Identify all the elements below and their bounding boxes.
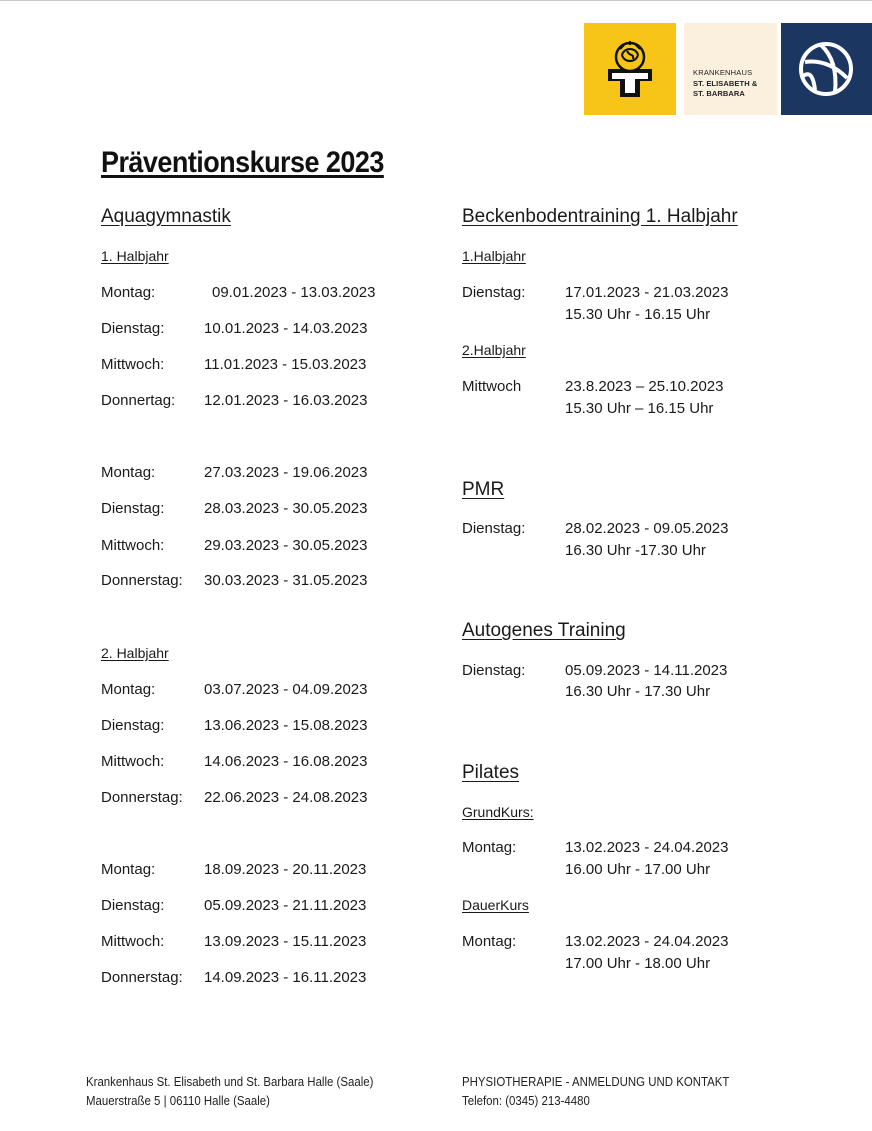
- aqua-day: Mittwoch:: [101, 753, 165, 770]
- aqua-day: Mittwoch:: [101, 537, 165, 554]
- aqua-halbjahr-2-heading: 2. Halbjahr: [101, 645, 169, 661]
- aquagymnastik-heading: Aquagymnastik: [101, 206, 231, 227]
- logo-line-1: KRANKENHAUS: [693, 68, 753, 77]
- pilates-day: Montag:: [462, 839, 517, 856]
- beckenboden-heading: Beckenbodentraining 1. Halbjahr: [462, 206, 738, 227]
- aqua-dates: 12.01.2023 - 16.03.2023: [204, 392, 368, 409]
- becken-day: Dienstag:: [462, 284, 526, 301]
- aqua-dates: 13.09.2023 - 15.11.2023: [204, 933, 367, 950]
- aqua-day: Dienstag:: [101, 320, 165, 337]
- footer-street: Mauerstraße 5 | 06110 Halle (Saale): [86, 1093, 270, 1108]
- aqua-dates: 11.01.2023 - 15.03.2023: [204, 356, 367, 373]
- logo-line-2: ST. ELISABETH &: [693, 79, 758, 88]
- pmr-day: Dienstag:: [462, 520, 526, 537]
- becken-time: 15.30 Uhr – 16.15 Uhr: [565, 400, 714, 417]
- aqua-day: Mittwoch:: [101, 356, 165, 373]
- pmr-heading: PMR: [462, 479, 505, 500]
- aqua-day: Montag:: [101, 861, 156, 878]
- aqua-day: Donnerstag:: [101, 969, 183, 986]
- aqua-halbjahr-1-heading: 1. Halbjahr: [101, 248, 169, 264]
- hospital-logo-yellow: [584, 23, 676, 115]
- footer-phone: Telefon: (0345) 213-4480: [462, 1093, 590, 1108]
- ball-icon: [797, 40, 855, 98]
- aqua-dates: 27.03.2023 - 19.06.2023: [204, 464, 368, 481]
- pmr-time: 16.30 Uhr -17.30 Uhr: [565, 542, 706, 559]
- pilates-time: 17.00 Uhr - 18.00 Uhr: [565, 955, 711, 972]
- aqua-dates: 14.06.2023 - 16.08.2023: [204, 753, 368, 770]
- footer-address: [86, 1072, 373, 1110]
- autogen-time: 16.30 Uhr - 17.30 Uhr: [565, 683, 711, 700]
- logo-line-3: ST. BARBARA: [693, 89, 745, 98]
- footer-department: PHYSIOTHERAPIE - ANMELDUNG UND KONTAKT: [462, 1074, 730, 1089]
- becken-dates: 23.8.2023 – 25.10.2023: [565, 378, 724, 395]
- aqua-dates: 13.06.2023 - 15.08.2023: [204, 717, 368, 734]
- becken-day: Mittwoch: [462, 378, 522, 395]
- aqua-dates: 10.01.2023 - 14.03.2023: [204, 320, 368, 337]
- rose-cross-icon: [600, 37, 660, 101]
- autogen-dates: 05.09.2023 - 14.11.2023: [565, 662, 728, 679]
- autogenes-training-heading: Autogenes Training: [462, 620, 626, 641]
- aqua-dates: 05.09.2023 - 21.11.2023: [204, 897, 367, 914]
- becken-dates: 17.01.2023 - 21.03.2023: [565, 284, 729, 301]
- becken-time: 15.30 Uhr - 16.15 Uhr: [565, 306, 711, 323]
- becken-halbjahr-1-heading: 1.Halbjahr: [462, 248, 526, 264]
- pilates-grundkurs-heading: GrundKurs:: [462, 804, 534, 820]
- aqua-dates: 18.09.2023 - 20.11.2023: [204, 861, 367, 878]
- aqua-day: Dienstag:: [101, 500, 165, 517]
- aqua-day: Montag:: [101, 681, 156, 698]
- aqua-day: Donnertag:: [101, 392, 176, 409]
- top-border: [0, 0, 872, 1]
- pilates-day: Montag:: [462, 933, 517, 950]
- aqua-dates: 28.03.2023 - 30.05.2023: [204, 500, 368, 517]
- aqua-day: Donnerstag:: [101, 789, 183, 806]
- pilates-dates: 13.02.2023 - 24.04.2023: [565, 933, 729, 950]
- aqua-dates: 09.01.2023 - 13.03.2023: [212, 284, 376, 301]
- autogen-day: Dienstag:: [462, 662, 526, 679]
- aqua-dates: 14.09.2023 - 16.11.2023: [204, 969, 367, 986]
- aqua-day: Donnerstag:: [101, 572, 183, 589]
- pilates-dates: 13.02.2023 - 24.04.2023: [565, 839, 729, 856]
- pmr-dates: 28.02.2023 - 09.05.2023: [565, 520, 729, 537]
- aqua-dates: 29.03.2023 - 30.05.2023: [204, 537, 368, 554]
- aqua-day: Montag:: [101, 284, 156, 301]
- pilates-time: 16.00 Uhr - 17.00 Uhr: [565, 861, 711, 878]
- aqua-day: Mittwoch:: [101, 933, 165, 950]
- page-title: Präventionskurse 2023: [101, 146, 384, 179]
- aqua-dates: 30.03.2023 - 31.05.2023: [204, 572, 368, 589]
- footer-hospital-name: Krankenhaus St. Elisabeth und St. Barbara Halle (Saale): [86, 1074, 374, 1089]
- aqua-day: Dienstag:: [101, 717, 165, 734]
- pilates-heading: Pilates: [462, 762, 520, 783]
- hospital-logo-text: [684, 23, 777, 115]
- hospital-logo-navy: [781, 23, 872, 115]
- aqua-dates: 03.07.2023 - 04.09.2023: [204, 681, 368, 698]
- aqua-day: Montag:: [101, 464, 156, 481]
- pilates-dauerkurs-heading: DauerKurs: [462, 897, 529, 913]
- footer-contact: [462, 1072, 729, 1110]
- aqua-dates: 22.06.2023 - 24.08.2023: [204, 789, 368, 806]
- aqua-day: Dienstag:: [101, 897, 165, 914]
- becken-halbjahr-2-heading: 2.Halbjahr: [462, 342, 526, 358]
